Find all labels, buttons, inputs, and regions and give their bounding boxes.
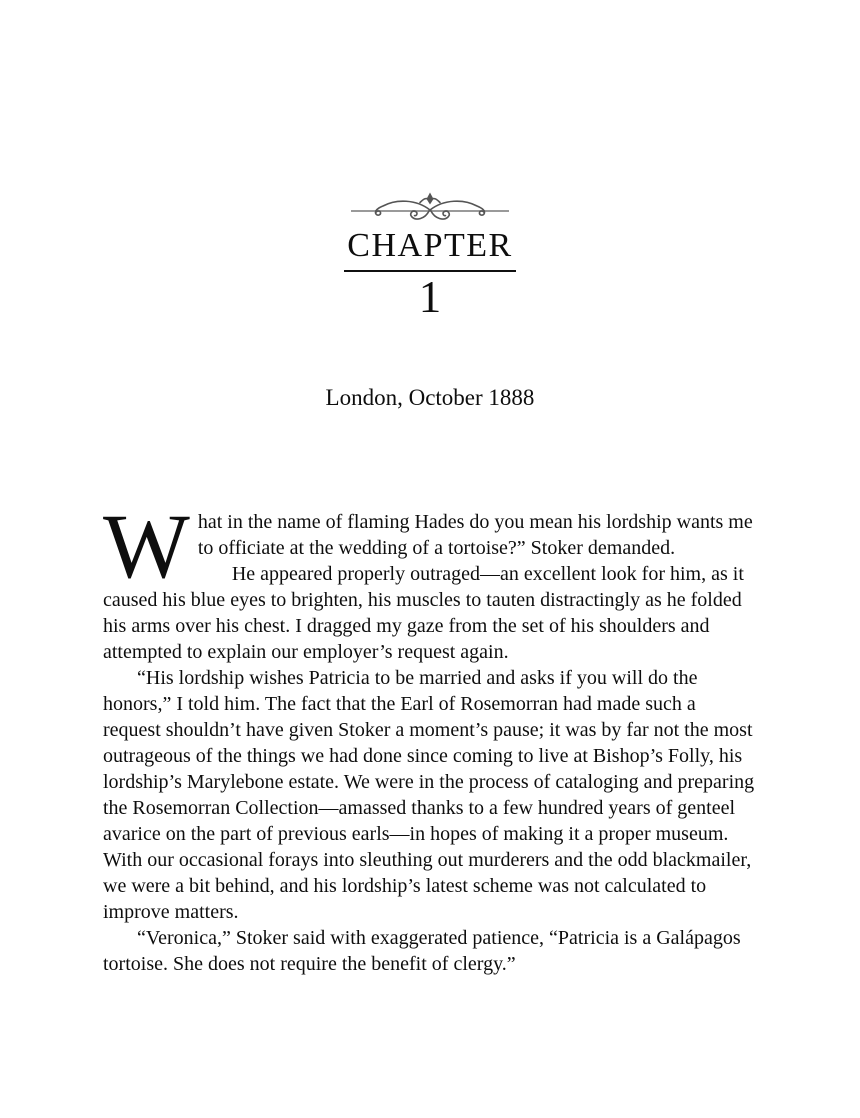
chapter-label: CHAPTER (344, 226, 515, 272)
decorative-flourish-icon (350, 190, 510, 222)
dateline: London, October 1888 (325, 385, 535, 411)
paragraph (103, 495, 757, 598)
chapter-heading (103, 226, 757, 272)
paragraph: “Veronica,” Stoker said with exaggerated patience, “Patricia is a Galápagos tortoise. She does not require the benefit of clergy.” (103, 927, 741, 976)
paragraph-text: hat in the name of flaming Hades do you mean his lordship wants me to officiate at the wedding of a tortoise?” Stoker demanded. (197, 511, 753, 560)
chapter-body (103, 495, 757, 977)
drop-cap: W (103, 495, 190, 598)
paragraph: “His lordship wishes Patricia to be married and asks if you will do the honors,” I told him. The fact that the Earl of Rosemorran had made such a request shouldn’t have given Stoker a moment’s pause; it was by far not the most outrageous of the things we had done since coming to live at Bishop’s Folly, his lordship’s Marylebone estate. We were in the process of cataloging and preparing the Rosemorran Collection—amassed thanks to a few hundred years of genteel avarice on the part of previous earls—in hopes of making it a proper museum. With our occasional forays into sleuthing out murderers and the odd blackmailer, we were a bit behind, and his lordship’s latest scheme was not calculated to improve matters. (103, 667, 755, 924)
paragraph: He appeared properly outraged—an excellent look for him, as it caused his blue eyes to brighten, his muscles to tauten distractingly as he folded his arms over his chest. I dragged my gaze from the set of his shoulders and attempted to explain our employer’s request again. (103, 563, 744, 664)
chapter-number: 1 (418, 272, 442, 323)
